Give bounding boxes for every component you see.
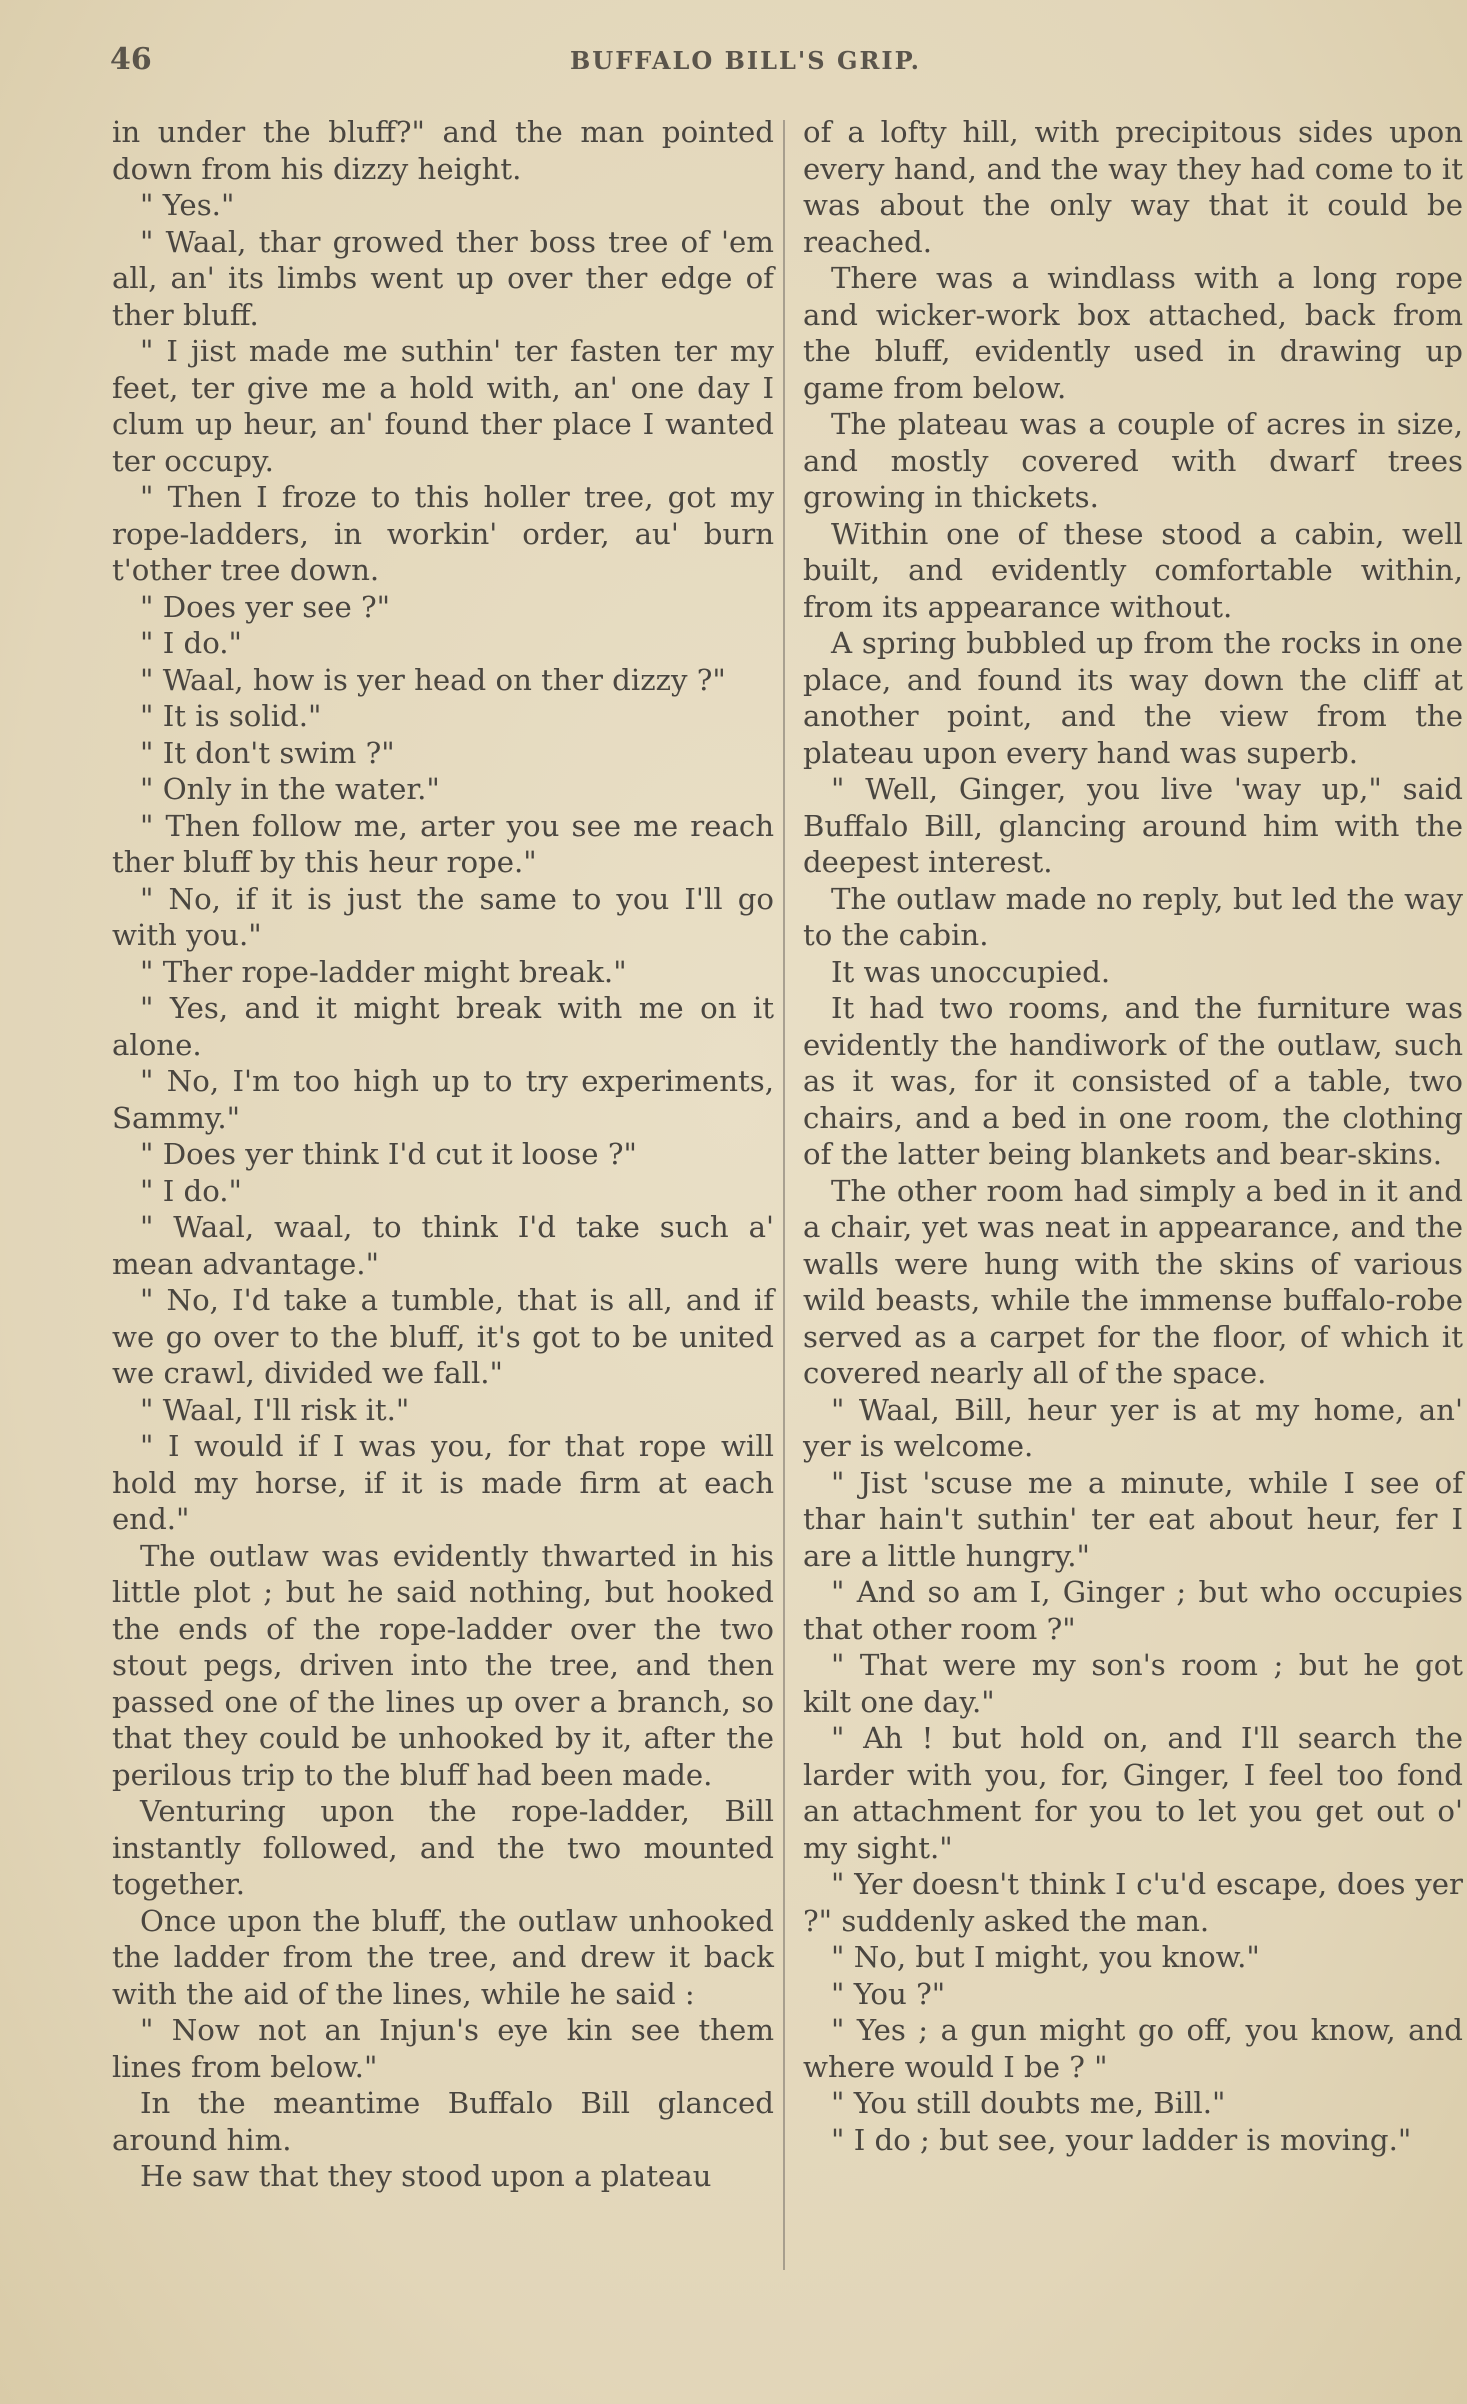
paragraph: The outlaw made no reply, but led the way to the cabin. (803, 881, 1463, 952)
paragraph: " No, I'd take a tumble, that is all, and if we go over to the bluff, it's got to be united we crawl, divided we fall." (112, 1283, 774, 1390)
paragraph: The outlaw was evidently thwarted in his little plot ; but he said nothing, but hooked the ends of the rope-ladder over the two stout pegs, driven into the tree, and then passed one of the lines up over a branch, so that they could be unhooked by it, after the perilous trip to the bluff had been made. (112, 1538, 774, 1792)
paragraph: " Waal, how is yer head on ther dizzy ?" (140, 662, 726, 697)
paragraph: " Yes, and it might break with me on it alone. (112, 991, 774, 1062)
paragraph: " No, if it is just the same to you I'll go with you." (112, 881, 774, 952)
paragraph: " Yes ; a gun might go off, you know, and where would I be ? " (803, 2013, 1463, 2084)
paragraph: " No, but I might, you know." (831, 1940, 1260, 1974)
paragraph: " Does yer think I'd cut it loose ?" (140, 1137, 637, 1171)
paragraph: A spring bubbled up from the rocks in one place, and found its way down the cliff at another point, and the view from the plateau upon every hand was superb. (803, 626, 1463, 770)
paragraph: The plateau was a couple of acres in size, and mostly covered with dwarf trees growing in thickets. (803, 407, 1463, 514)
paragraph: It was unoccupied. (831, 954, 1111, 989)
paragraph: " I do." (140, 626, 242, 660)
left-column (112, 114, 774, 2195)
paragraph: " Yer doesn't think I c'u'd escape, does yer ?" suddenly asked the man. (803, 1867, 1463, 1938)
paragraph: He saw that they stood upon a plateau (140, 2159, 712, 2193)
paragraph: " No, I'm too high up to try experiments, Sammy." (112, 1064, 774, 1135)
paragraph: " That were my son's room ; but he got kilt one day." (803, 1648, 1463, 1719)
paragraph: " Yes." (140, 188, 235, 222)
paragraph: " Ah ! but hold on, and I'll search the larder with you, for, Ginger, I feel too fond an attachment for you to let you get out o' my sight." (803, 1721, 1463, 1865)
paragraph: " Waal, Bill, heur yer is at my home, an' yer is welcome. (803, 1392, 1463, 1463)
paragraph: " I would if I was you, for that rope will hold my horse, if it is made firm at each end." (112, 1429, 774, 1536)
paragraph: " Jist 'scuse me a minute, while I see of thar hain't suthin' ter eat about heur, fer I are a little hungry." (803, 1465, 1463, 1573)
right-column (803, 114, 1463, 2158)
paragraph: " Ther rope-ladder might break." (140, 954, 627, 989)
paragraph: " Waal, waal, to think I'd take such a' mean advantage." (112, 1210, 774, 1281)
paragraph: " I do ; but see, your ladder is moving." (831, 2122, 1412, 2157)
paragraph: Venturing upon the rope-ladder, Bill instantly followed, and the two mounted together. (112, 1794, 774, 1901)
paragraph: " I do." (140, 1173, 242, 1208)
paragraph: " You ?" (831, 1976, 946, 2011)
paragraph: " It don't swim ?" (140, 735, 395, 770)
page-header (110, 42, 1387, 82)
column-divider (783, 120, 785, 2270)
running-title: BUFFALO BILL'S GRIP. (570, 46, 922, 75)
paragraph: " It is solid." (140, 699, 322, 733)
paragraph: Within one of these stood a cabin, well built, and evidently comfortable within, from its appearance without. (803, 516, 1463, 624)
paragraph: " Only in the water." (140, 772, 440, 806)
paragraph: The other room had simply a bed in it and a chair, yet was neat in appearance, and the walls were hung with the skins of various wild beasts, while the immense buffalo-robe served as a carpet for the floor, of which it covered nearly all of the space. (803, 1173, 1463, 1390)
paragraph: " Waal, thar growed ther boss tree of 'em all, an' its limbs went up over ther edge of ther bluff. (112, 224, 774, 332)
paragraph: in under the bluff?" and the man pointed down from his dizzy height. (112, 115, 774, 186)
paragraph: " Does yer see ?" (140, 589, 391, 624)
paragraph: " Waal, I'll risk it." (140, 1392, 410, 1427)
paragraph: There was a windlass with a long rope and wicker-work box attached, back from the bluff, evidently used in drawing up game from below. (803, 261, 1463, 405)
paragraph: It had two rooms, and the furniture was evidently the handiwork of the outlaw, such as it was, for it consisted of a table, two chairs, and a bed in one room, the clothing of the latter being blankets and bear-skins. (803, 991, 1463, 1171)
paragraph: " Then I froze to this holler tree, got my rope-ladders, in workin' order, au' burn t'other tree down. (112, 480, 774, 587)
paragraph: " And so am I, Ginger ; but who occupies that other room ?" (803, 1575, 1463, 1646)
paragraph: " Now not an Injun's eye kin see them lines from below." (112, 2013, 774, 2084)
paragraph: In the meantime Buffalo Bill glanced around him. (112, 2086, 774, 2157)
paragraph: " You still doubts me, Bill." (831, 2086, 1226, 2120)
paragraph: of a lofty hill, with precipitous sides upon every hand, and the way they had come to it was about the only way that it could be reached. (803, 115, 1463, 259)
paragraph: " Then follow me, arter you see me reach ther bluff by this heur rope." (112, 808, 774, 879)
paragraph: " I jist made me suthin' ter fasten ter my feet, ter give me a hold with, an' one day I clum up heur, an' found ther place I wanted ter occupy. (112, 334, 774, 478)
page-number: 46 (110, 42, 152, 77)
paragraph: Once upon the bluff, the outlaw unhooked the ladder from the tree, and drew it back with the aid of the lines, while he said : (112, 1903, 774, 2011)
paragraph: " Well, Ginger, you live 'way up," said Buffalo Bill, glancing around him with the deepest interest. (803, 772, 1463, 879)
